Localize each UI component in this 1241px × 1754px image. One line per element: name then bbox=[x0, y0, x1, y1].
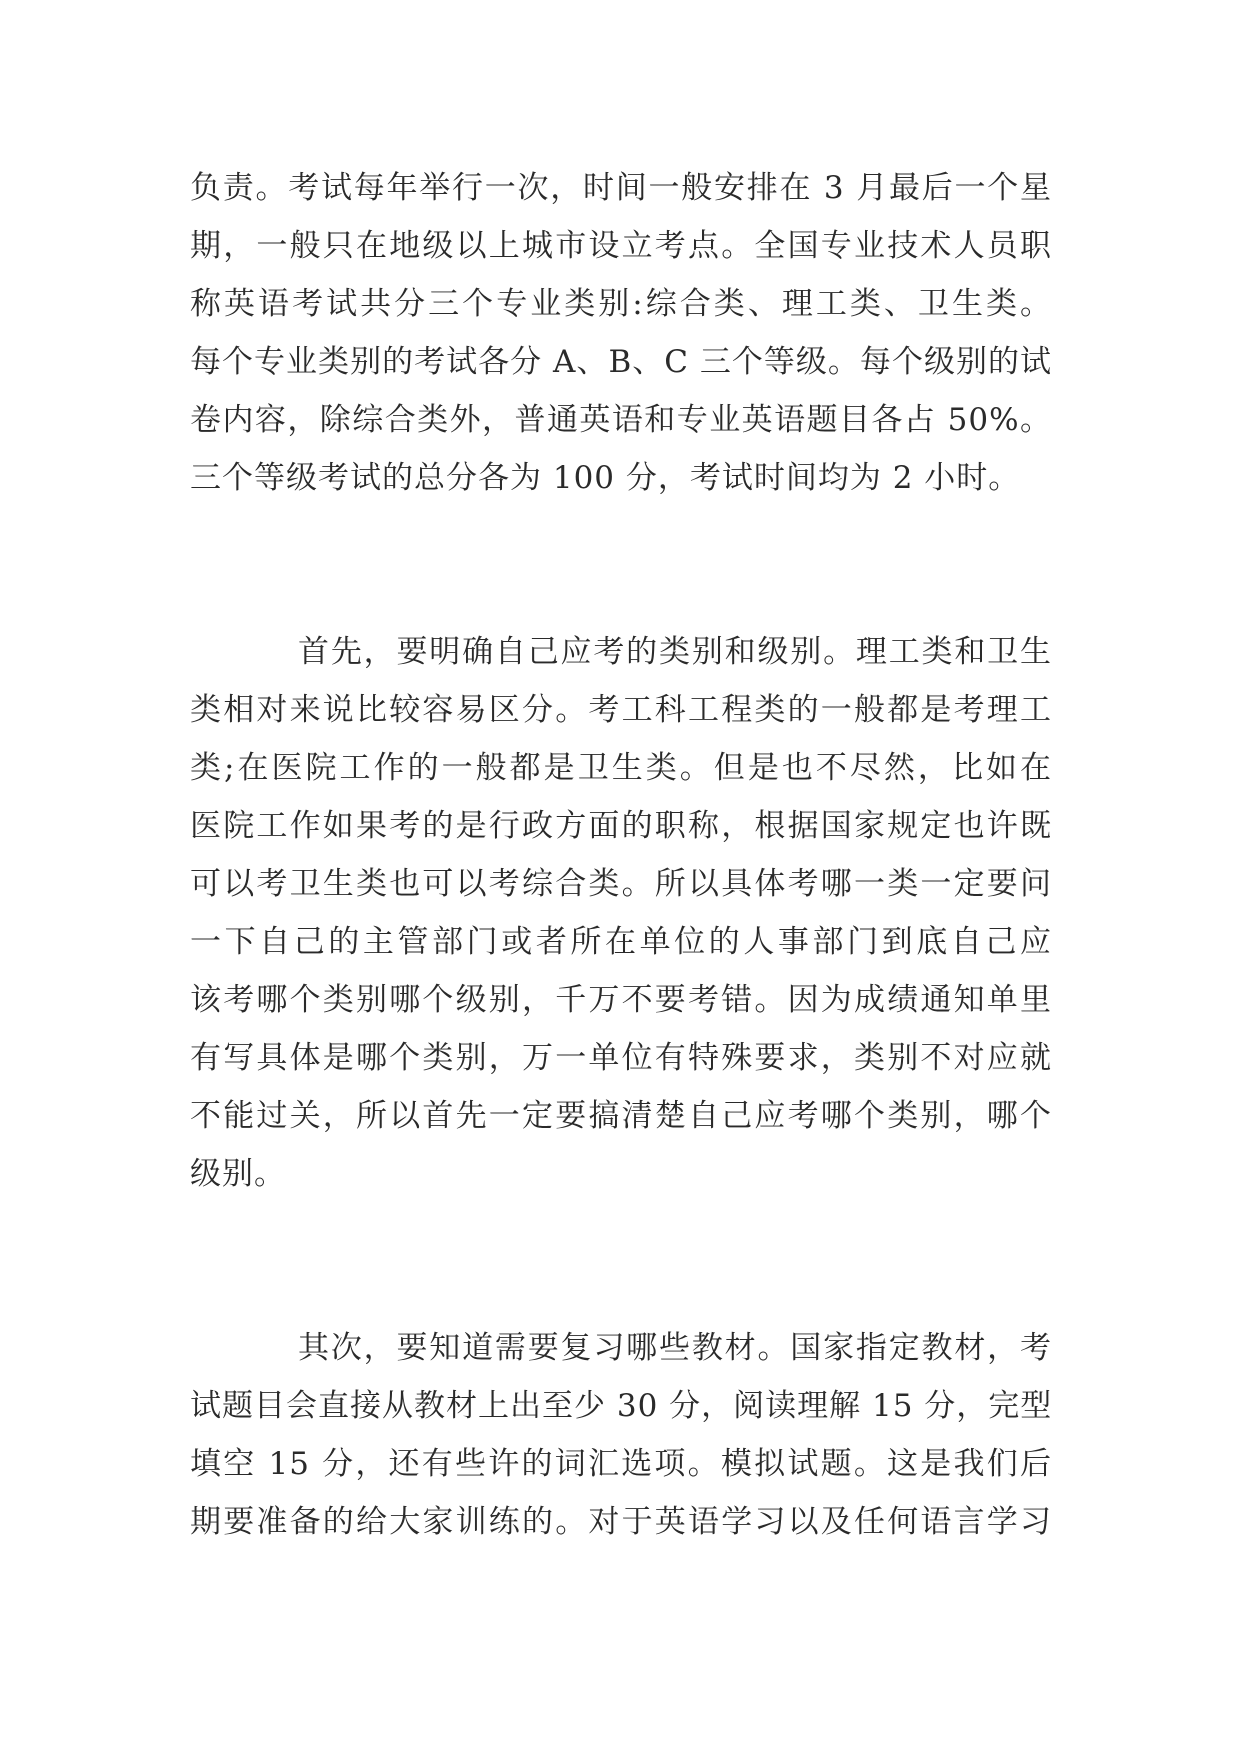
text-line: 一下自己的主管部门或者所在单位的人事部门到底自己应 bbox=[190, 924, 1052, 960]
text-line: 其次，要知道需要复习哪些教材。国家指定教材，考 bbox=[298, 1330, 1052, 1366]
text-line: 有写具体是哪个类别，万一单位有特殊要求，类别不对应就 bbox=[190, 1040, 1052, 1076]
text-line: 该考哪个类别哪个级别，千万不要考错。因为成绩通知单里 bbox=[190, 982, 1052, 1018]
text-line: 试题目会直接从教材上出至少 30 分，阅读理解 15 分，完型 bbox=[190, 1388, 1053, 1424]
text-line: 类相对来说比较容易区分。考工科工程类的一般都是考理工 bbox=[190, 692, 1052, 728]
text-line: 不能过关，所以首先一定要搞清楚自己应考哪个类别，哪个 bbox=[190, 1098, 1052, 1134]
text-line: 期，一般只在地级以上城市设立考点。全国专业技术人员职 bbox=[190, 228, 1052, 264]
paragraph-category-level bbox=[190, 623, 1052, 1203]
text-line: 类;在医院工作的一般都是卫生类。但是也不尽然，比如在 bbox=[190, 750, 1052, 786]
text-line: 首先，要明确自己应考的类别和级别。理工类和卫生 bbox=[298, 634, 1052, 670]
text-line: 称英语考试共分三个专业类别:综合类、理工类、卫生类。 bbox=[190, 286, 1052, 322]
paragraph-textbooks bbox=[190, 1319, 1052, 1551]
text-line: 填空 15 分，还有些许的词汇选项。模拟试题。这是我们后 bbox=[190, 1446, 1052, 1482]
text-line: 三个等级考试的总分各为 100 分，考试时间均为 2 小时。 bbox=[190, 460, 1021, 496]
text-line: 负责。考试每年举行一次，时间一般安排在 3 月最后一个星 bbox=[190, 170, 1052, 206]
text-line: 卷内容，除综合类外，普通英语和专业英语题目各占 50%。 bbox=[190, 402, 1052, 438]
text-line: 级别。 bbox=[190, 1156, 286, 1192]
text-line: 可以考卫生类也可以考综合类。所以具体考哪一类一定要问 bbox=[190, 866, 1052, 902]
text-line: 期要准备的给大家训练的。对于英语学习以及任何语言学习 bbox=[190, 1504, 1052, 1540]
paragraph-exam-overview bbox=[190, 159, 1052, 507]
text-line: 每个专业类别的考试各分 A、B、C 三个等级。每个级别的试 bbox=[190, 344, 1052, 380]
text-line: 医院工作如果考的是行政方面的职称，根据国家规定也许既 bbox=[190, 808, 1052, 844]
